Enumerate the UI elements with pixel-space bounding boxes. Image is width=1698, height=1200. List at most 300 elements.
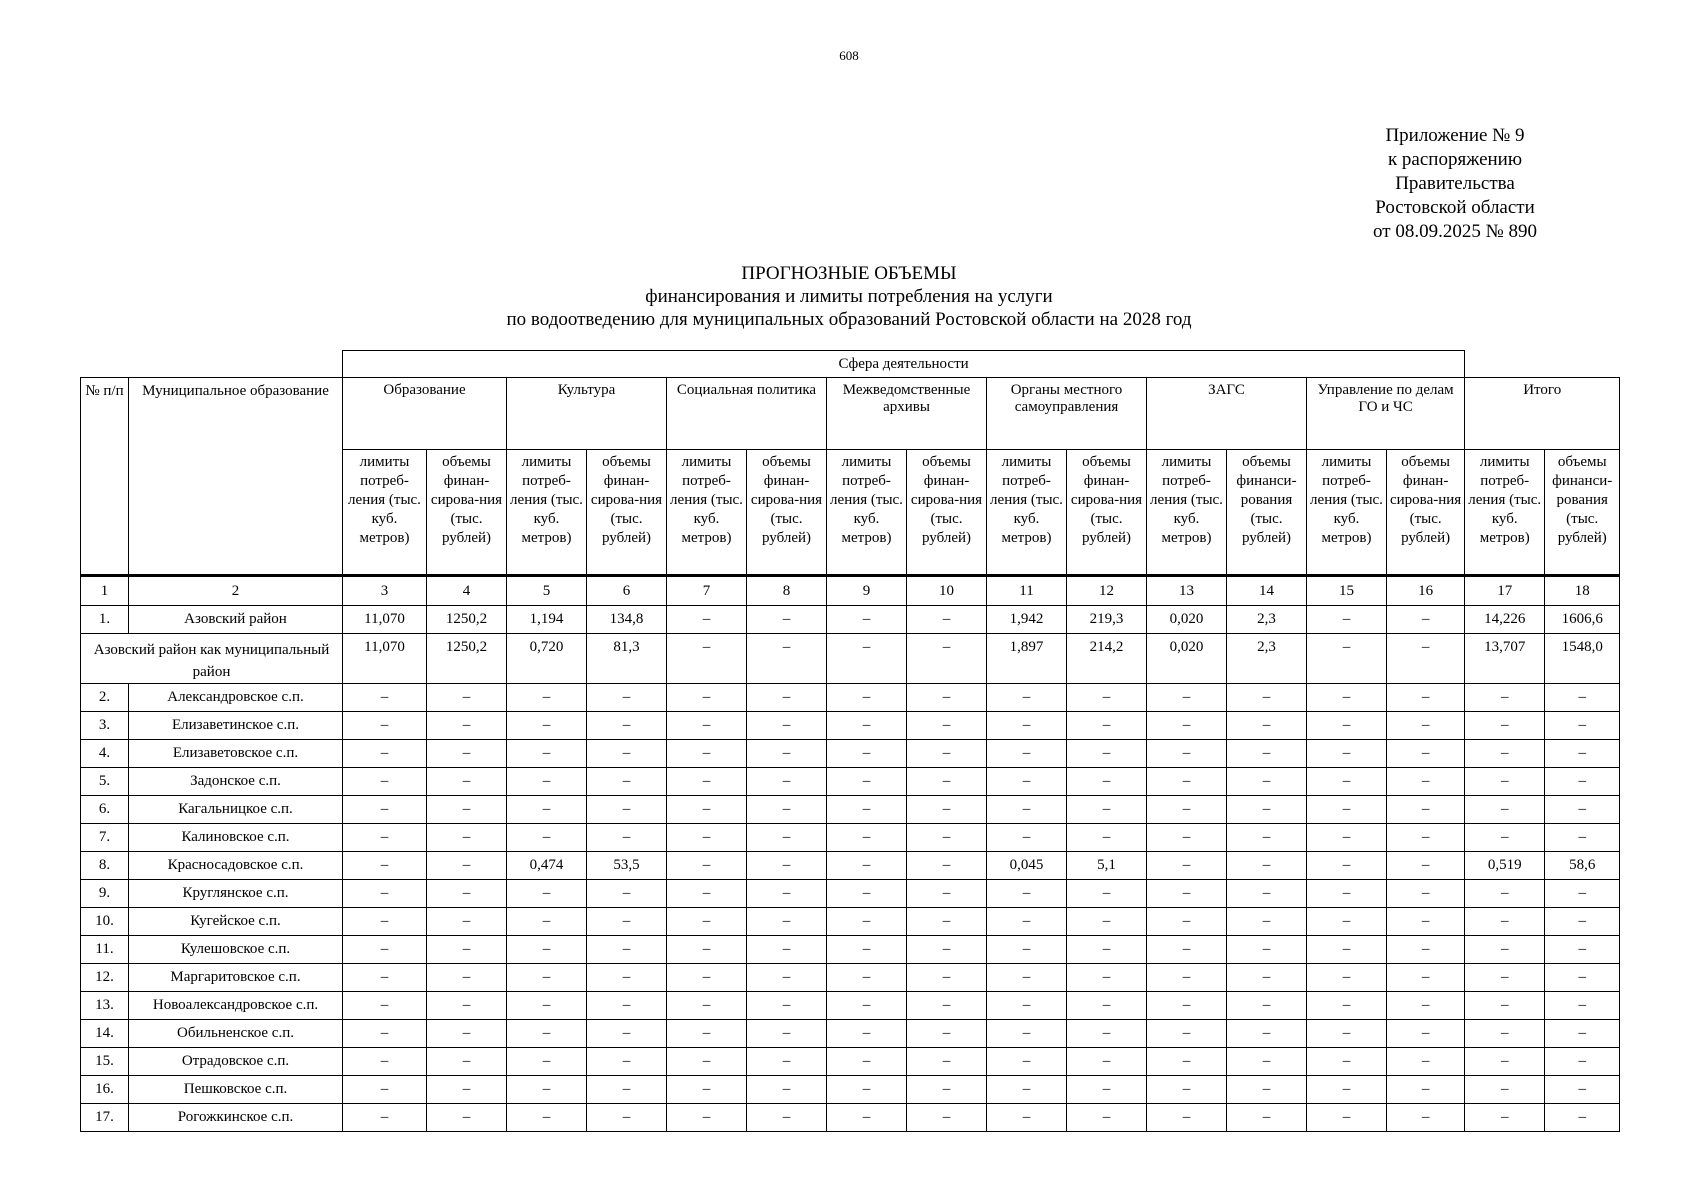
table-cell: –	[1307, 606, 1387, 634]
row-municipality: Задонское с.п.	[129, 768, 343, 796]
table-cell: –	[667, 824, 747, 852]
table-cell: –	[987, 740, 1067, 768]
table-cell: 0,020	[1147, 606, 1227, 634]
table-cell: 53,5	[587, 852, 667, 880]
table-cell: –	[1465, 1020, 1545, 1048]
table-cell: –	[507, 880, 587, 908]
table-cell: –	[587, 796, 667, 824]
table-cell: –	[827, 1020, 907, 1048]
table-cell: –	[1387, 992, 1465, 1020]
table-cell: –	[343, 992, 427, 1020]
table-cell: –	[507, 1020, 587, 1048]
sub-header: лимиты потреб-ления (тыс. куб. метров)	[827, 450, 907, 576]
row-municipality: Кагальницкое с.п.	[129, 796, 343, 824]
table-cell: –	[1545, 1020, 1620, 1048]
table-cell: 11,070	[343, 634, 427, 684]
table-cell: –	[1067, 1020, 1147, 1048]
table-cell: –	[907, 880, 987, 908]
row-number: 17.	[81, 1104, 129, 1132]
table-row	[81, 824, 1620, 852]
table-cell: –	[1387, 1104, 1465, 1132]
table-cell: –	[587, 1020, 667, 1048]
row-number: 8.	[81, 852, 129, 880]
table-cell: –	[1227, 880, 1307, 908]
table-cell: –	[1307, 908, 1387, 936]
appendix-line: от 08.09.2025 № 890	[1373, 221, 1537, 242]
table-cell: –	[507, 1076, 587, 1104]
column-number: 7	[667, 576, 747, 606]
table-cell: –	[1545, 880, 1620, 908]
table-cell: –	[747, 768, 827, 796]
table-cell: 0,474	[507, 852, 587, 880]
table-cell: –	[1147, 1076, 1227, 1104]
table-cell: –	[907, 964, 987, 992]
table-cell: –	[747, 796, 827, 824]
table-cell: –	[1387, 606, 1465, 634]
page-number: 608	[839, 48, 859, 63]
table-cell: –	[587, 880, 667, 908]
table-cell: –	[1545, 684, 1620, 712]
table-cell: –	[587, 824, 667, 852]
table-cell: –	[1067, 880, 1147, 908]
title-line-1: ПРОГНОЗНЫЕ ОБЪЕМЫ	[741, 263, 957, 284]
row-number: 6.	[81, 796, 129, 824]
table-cell: 58,6	[1545, 852, 1620, 880]
column-number: 18	[1545, 576, 1620, 606]
table-row	[81, 684, 1620, 712]
table-row	[81, 1048, 1620, 1076]
table-cell: –	[1147, 1104, 1227, 1132]
col-header-no: № п/п	[81, 378, 129, 576]
table-cell: –	[1465, 992, 1545, 1020]
table-cell: –	[1227, 908, 1307, 936]
table-cell: 1548,0	[1545, 634, 1620, 684]
table-cell: –	[667, 1076, 747, 1104]
table-cell: –	[1387, 712, 1465, 740]
sfera-header: Сфера деятельности	[343, 351, 1465, 378]
column-number: 17	[1465, 576, 1545, 606]
table-cell: –	[427, 768, 507, 796]
table-row	[81, 964, 1620, 992]
group-header: Итого	[1465, 378, 1620, 450]
table-cell: –	[907, 992, 987, 1020]
table-cell: –	[1387, 796, 1465, 824]
table-cell: –	[667, 880, 747, 908]
table-cell: –	[1307, 936, 1387, 964]
sub-header: объемы финан-сирова-ния (тыс. рублей)	[1067, 450, 1147, 576]
table-cell: –	[987, 684, 1067, 712]
table-row	[81, 1020, 1620, 1048]
appendix-line: Правительства	[1395, 173, 1515, 194]
table-cell: –	[1545, 1104, 1620, 1132]
table-cell: –	[1147, 992, 1227, 1020]
table-cell: 14,226	[1465, 606, 1545, 634]
table-cell: –	[987, 796, 1067, 824]
table-cell: –	[343, 936, 427, 964]
table-cell: –	[1387, 936, 1465, 964]
appendix-line: Ростовской области	[1375, 197, 1535, 218]
table-cell: –	[747, 1020, 827, 1048]
table-cell: –	[1545, 936, 1620, 964]
table-cell: –	[507, 1048, 587, 1076]
table-cell: –	[667, 908, 747, 936]
table-cell: –	[1227, 740, 1307, 768]
table-cell: –	[667, 964, 747, 992]
table-cell: –	[1147, 1048, 1227, 1076]
table-cell: –	[427, 852, 507, 880]
table-cell: –	[1545, 796, 1620, 824]
table-cell: –	[1067, 684, 1147, 712]
row-municipality: Красносадовское с.п.	[129, 852, 343, 880]
table-cell: –	[427, 1104, 507, 1132]
table-cell: –	[1067, 1104, 1147, 1132]
table-cell: –	[1067, 740, 1147, 768]
table-cell: –	[1147, 964, 1227, 992]
sub-header: лимиты потреб-ления (тыс. куб. метров)	[1307, 450, 1387, 576]
column-number: 4	[427, 576, 507, 606]
table-cell: –	[747, 852, 827, 880]
table-cell: –	[667, 712, 747, 740]
table-cell: –	[1147, 768, 1227, 796]
row-municipality: Азовский район как муниципальный район	[81, 634, 343, 684]
row-number: 12.	[81, 964, 129, 992]
table-row	[81, 908, 1620, 936]
table-cell: –	[1147, 740, 1227, 768]
table-cell: 0,519	[1465, 852, 1545, 880]
row-municipality: Рогожкинское с.п.	[129, 1104, 343, 1132]
table-cell: –	[343, 1020, 427, 1048]
table-cell: –	[1307, 634, 1387, 684]
table-cell: –	[1307, 1048, 1387, 1076]
table-cell: –	[1227, 768, 1307, 796]
table-cell: –	[427, 1048, 507, 1076]
table-cell: 11,070	[343, 606, 427, 634]
table-cell: –	[1307, 1076, 1387, 1104]
table-cell: –	[1465, 824, 1545, 852]
empty-corner	[81, 351, 343, 378]
sub-header: лимиты потреб-ления (тыс. куб. метров)	[1465, 450, 1545, 576]
table-cell: –	[1465, 936, 1545, 964]
table-cell: –	[1067, 824, 1147, 852]
table-cell: –	[667, 634, 747, 684]
table-cell: –	[907, 1020, 987, 1048]
table-cell: –	[907, 768, 987, 796]
group-header: Органы местного самоуправления	[987, 378, 1147, 450]
table-cell: 1250,2	[427, 634, 507, 684]
row-municipality: Отрадовское с.п.	[129, 1048, 343, 1076]
sub-header: объемы финан-сирова-ния (тыс. рублей)	[1387, 450, 1465, 576]
row-number: 1.	[81, 606, 129, 634]
table-cell: –	[507, 712, 587, 740]
table-cell: –	[667, 992, 747, 1020]
table-cell: –	[747, 824, 827, 852]
table-cell: –	[667, 768, 747, 796]
row-number: 16.	[81, 1076, 129, 1104]
table-cell: –	[1465, 1048, 1545, 1076]
table-cell: –	[747, 880, 827, 908]
table-cell: –	[827, 936, 907, 964]
table-row	[81, 606, 1620, 634]
table-cell: –	[343, 908, 427, 936]
table-cell: –	[987, 1048, 1067, 1076]
table-cell: –	[1307, 964, 1387, 992]
table-cell: –	[1545, 992, 1620, 1020]
table-cell: –	[427, 684, 507, 712]
table-cell: 1,194	[507, 606, 587, 634]
table-cell: –	[987, 1020, 1067, 1048]
table-cell: –	[1307, 880, 1387, 908]
table-cell: –	[827, 1048, 907, 1076]
table-cell: –	[1307, 684, 1387, 712]
sub-header: лимиты потреб-ления (тыс. куб. метров)	[343, 450, 427, 576]
table-cell: –	[1227, 712, 1307, 740]
column-number: 11	[987, 576, 1067, 606]
table-cell: 2,3	[1227, 606, 1307, 634]
table-cell: –	[343, 768, 427, 796]
table-cell: –	[1227, 796, 1307, 824]
table-cell: –	[1307, 1020, 1387, 1048]
table-cell: –	[667, 684, 747, 712]
table-cell: –	[747, 908, 827, 936]
table-cell: 1250,2	[427, 606, 507, 634]
column-number: 13	[1147, 576, 1227, 606]
table-cell: –	[1067, 1076, 1147, 1104]
table-cell: 214,2	[1067, 634, 1147, 684]
sub-header: лимиты потреб-ления (тыс. куб. метров)	[667, 450, 747, 576]
table-cell: –	[987, 824, 1067, 852]
table-cell: –	[1147, 880, 1227, 908]
table-cell: 2,3	[1227, 634, 1307, 684]
table-cell: –	[343, 684, 427, 712]
table-cell: –	[827, 712, 907, 740]
table-cell: –	[1387, 908, 1465, 936]
sub-header: лимиты потреб-ления (тыс. куб. метров)	[507, 450, 587, 576]
table-cell: 5,1	[1067, 852, 1147, 880]
table-cell: –	[827, 796, 907, 824]
table-row	[81, 936, 1620, 964]
table-cell: –	[1387, 964, 1465, 992]
table-cell: –	[587, 1104, 667, 1132]
group-header: Межведомственные архивы	[827, 378, 987, 450]
table-row	[81, 712, 1620, 740]
table-cell: –	[1387, 740, 1465, 768]
group-header: Образование	[343, 378, 507, 450]
table-cell: –	[907, 1048, 987, 1076]
table-cell: –	[907, 824, 987, 852]
row-number: 7.	[81, 824, 129, 852]
table-cell: –	[427, 740, 507, 768]
table-cell: –	[827, 964, 907, 992]
document-title	[0, 262, 1698, 331]
row-municipality: Обильненское с.п.	[129, 1020, 343, 1048]
table-cell: –	[1545, 768, 1620, 796]
table-cell: –	[343, 740, 427, 768]
title-line-3: по водоотведению для муниципальных образований Ростовской области на 2028 год	[506, 309, 1192, 330]
table-cell: –	[1465, 768, 1545, 796]
table-cell: –	[427, 936, 507, 964]
table-cell: –	[1465, 1104, 1545, 1132]
table-cell: –	[1227, 852, 1307, 880]
table-cell: 134,8	[587, 606, 667, 634]
table-cell: –	[987, 768, 1067, 796]
table-cell: 81,3	[587, 634, 667, 684]
table-cell: –	[587, 1048, 667, 1076]
table-cell: –	[343, 1076, 427, 1104]
title-line-2: финансирования и лимиты потребления на услуги	[645, 286, 1053, 307]
sub-header: объемы финанси-рования (тыс. рублей)	[1545, 450, 1620, 576]
table-cell: –	[1147, 908, 1227, 936]
table-cell: –	[1227, 964, 1307, 992]
sub-header: лимиты потреб-ления (тыс. куб. метров)	[1147, 450, 1227, 576]
table-cell: –	[587, 908, 667, 936]
table-cell: –	[343, 1104, 427, 1132]
table-cell: –	[1147, 936, 1227, 964]
table-cell: –	[1307, 712, 1387, 740]
appendix-line: к распоряжению	[1387, 149, 1523, 170]
table-cell: –	[507, 992, 587, 1020]
table-cell: –	[1465, 880, 1545, 908]
empty-corner	[1465, 351, 1620, 378]
table-cell: 219,3	[1067, 606, 1147, 634]
table-cell: –	[343, 712, 427, 740]
table-cell: –	[667, 740, 747, 768]
table-cell: –	[1387, 824, 1465, 852]
table-cell: –	[427, 964, 507, 992]
table-cell: –	[427, 824, 507, 852]
row-municipality: Маргаритовское с.п.	[129, 964, 343, 992]
table-cell: –	[1227, 1048, 1307, 1076]
table-cell: –	[747, 964, 827, 992]
table-cell: –	[587, 992, 667, 1020]
table-cell: –	[1545, 1076, 1620, 1104]
table-cell: –	[1387, 852, 1465, 880]
table-cell: –	[987, 712, 1067, 740]
sub-header: объемы финан-сирова-ния (тыс. рублей)	[747, 450, 827, 576]
table-cell: –	[343, 880, 427, 908]
table-cell: –	[1387, 684, 1465, 712]
table-cell: –	[987, 936, 1067, 964]
table-cell: –	[1067, 936, 1147, 964]
table-cell: –	[343, 964, 427, 992]
table-cell: –	[987, 964, 1067, 992]
table-cell: –	[343, 1048, 427, 1076]
table-cell: –	[507, 684, 587, 712]
table-cell: –	[907, 1104, 987, 1132]
table-cell: –	[907, 740, 987, 768]
table-cell: –	[507, 768, 587, 796]
table-cell: 0,020	[1147, 634, 1227, 684]
column-number: 6	[587, 576, 667, 606]
table-cell: –	[1147, 684, 1227, 712]
table-cell: –	[587, 712, 667, 740]
table-cell: –	[1307, 824, 1387, 852]
table-cell: –	[1465, 740, 1545, 768]
table-cell: –	[1147, 712, 1227, 740]
table-cell: –	[1067, 992, 1147, 1020]
table-cell: –	[427, 712, 507, 740]
table-cell: –	[1465, 964, 1545, 992]
table-cell: –	[827, 852, 907, 880]
table-cell: –	[1545, 740, 1620, 768]
table-cell: –	[1465, 712, 1545, 740]
table-cell: –	[747, 740, 827, 768]
column-number: 5	[507, 576, 587, 606]
table-cell: –	[587, 964, 667, 992]
table-cell: –	[1307, 992, 1387, 1020]
table-cell: –	[907, 634, 987, 684]
row-municipality: Новоалександровское с.п.	[129, 992, 343, 1020]
row-municipality: Елизаветинское с.п.	[129, 712, 343, 740]
table-cell: –	[1545, 824, 1620, 852]
table-cell: –	[343, 824, 427, 852]
table-row	[81, 852, 1620, 880]
table-cell: –	[747, 1048, 827, 1076]
table-cell: –	[1387, 768, 1465, 796]
table-cell: –	[987, 908, 1067, 936]
table-cell: –	[1227, 1076, 1307, 1104]
table-cell: –	[1067, 1048, 1147, 1076]
table-cell: 0,720	[507, 634, 587, 684]
table-cell: –	[827, 634, 907, 684]
sub-header: объемы финанси-рования (тыс. рублей)	[1227, 450, 1307, 576]
table-cell: –	[1067, 712, 1147, 740]
column-number: 8	[747, 576, 827, 606]
sub-header: лимиты потреб-ления (тыс. куб. метров)	[987, 450, 1067, 576]
table-cell: –	[343, 852, 427, 880]
column-number: 2	[129, 576, 343, 606]
table-cell: –	[1545, 1048, 1620, 1076]
table-cell: –	[827, 1104, 907, 1132]
table-cell: –	[1067, 964, 1147, 992]
table-cell: –	[1227, 1020, 1307, 1048]
table-cell: –	[1147, 796, 1227, 824]
row-municipality: Кулешовское с.п.	[129, 936, 343, 964]
sub-header: объемы финан-сирова-ния (тыс. рублей)	[907, 450, 987, 576]
table-cell: –	[1465, 796, 1545, 824]
table-cell: –	[987, 1104, 1067, 1132]
table-cell: –	[1545, 964, 1620, 992]
table-cell: –	[907, 606, 987, 634]
row-municipality: Кугейское с.п.	[129, 908, 343, 936]
row-municipality: Круглянское с.п.	[129, 880, 343, 908]
row-municipality: Пешковское с.п.	[129, 1076, 343, 1104]
table-cell: –	[1227, 824, 1307, 852]
table-cell: –	[1545, 908, 1620, 936]
table-cell: –	[1307, 852, 1387, 880]
table-cell: –	[427, 1020, 507, 1048]
table-cell: –	[507, 824, 587, 852]
table-cell: –	[667, 1104, 747, 1132]
table-cell: –	[1387, 1020, 1465, 1048]
table-cell: 13,707	[1465, 634, 1545, 684]
row-municipality: Елизаветовское с.п.	[129, 740, 343, 768]
table-cell: –	[747, 712, 827, 740]
sub-header: объемы финан-сирова-ния (тыс. рублей)	[427, 450, 507, 576]
table-cell: –	[827, 992, 907, 1020]
table-cell: –	[1307, 1104, 1387, 1132]
table-cell: –	[587, 768, 667, 796]
table-cell: –	[987, 880, 1067, 908]
table-cell: –	[507, 1104, 587, 1132]
table-cell: –	[427, 880, 507, 908]
table-cell: –	[747, 1104, 827, 1132]
table-cell: –	[507, 964, 587, 992]
table-cell: –	[1465, 684, 1545, 712]
table-cell: –	[507, 908, 587, 936]
table-cell: –	[1387, 880, 1465, 908]
table-cell: –	[1067, 796, 1147, 824]
column-number: 15	[1307, 576, 1387, 606]
